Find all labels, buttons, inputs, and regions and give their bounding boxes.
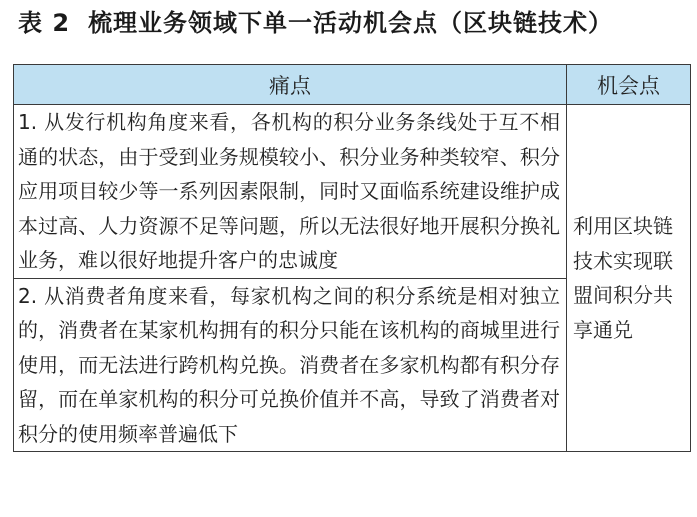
opportunity-table bbox=[13, 64, 691, 452]
opportunity-cell: 利用区块链技术实现联盟间积分共享通兑 bbox=[567, 105, 691, 452]
table-header-row bbox=[14, 65, 691, 105]
header-pain-points: 痛点 bbox=[14, 65, 567, 105]
table-row bbox=[14, 105, 691, 279]
table-title bbox=[18, 8, 613, 38]
table-title-text: 梳理业务领域下单一活动机会点（区块链技术） bbox=[88, 9, 614, 37]
pain-point-cell-2: 2. 从消费者角度来看，每家机构之间的积分系统是相对独立的，消费者在某家机构拥有的积分只能在该机构的商城里进行使用，而无法进行跨机构兑换。消费者在多家机构都有积分存留，而在单家机构的积分可兑换价值并不高，导致了消费者对积分的使用频率普遍低下 bbox=[14, 278, 567, 452]
table-number: 表 2 bbox=[18, 9, 71, 37]
header-opportunity: 机会点 bbox=[567, 65, 691, 105]
pain-point-cell-1: 1. 从发行机构角度来看，各机构的积分业务条线处于互不相通的状态，由于受到业务规模较小、积分业务种类较窄、积分应用项目较少等一系列因素限制，同时又面临系统建设维护成本过高、人力资源不足等问题，所以无法很好地开展积分换礼业务，难以很好地提升客户的忠诚度 bbox=[14, 105, 567, 279]
